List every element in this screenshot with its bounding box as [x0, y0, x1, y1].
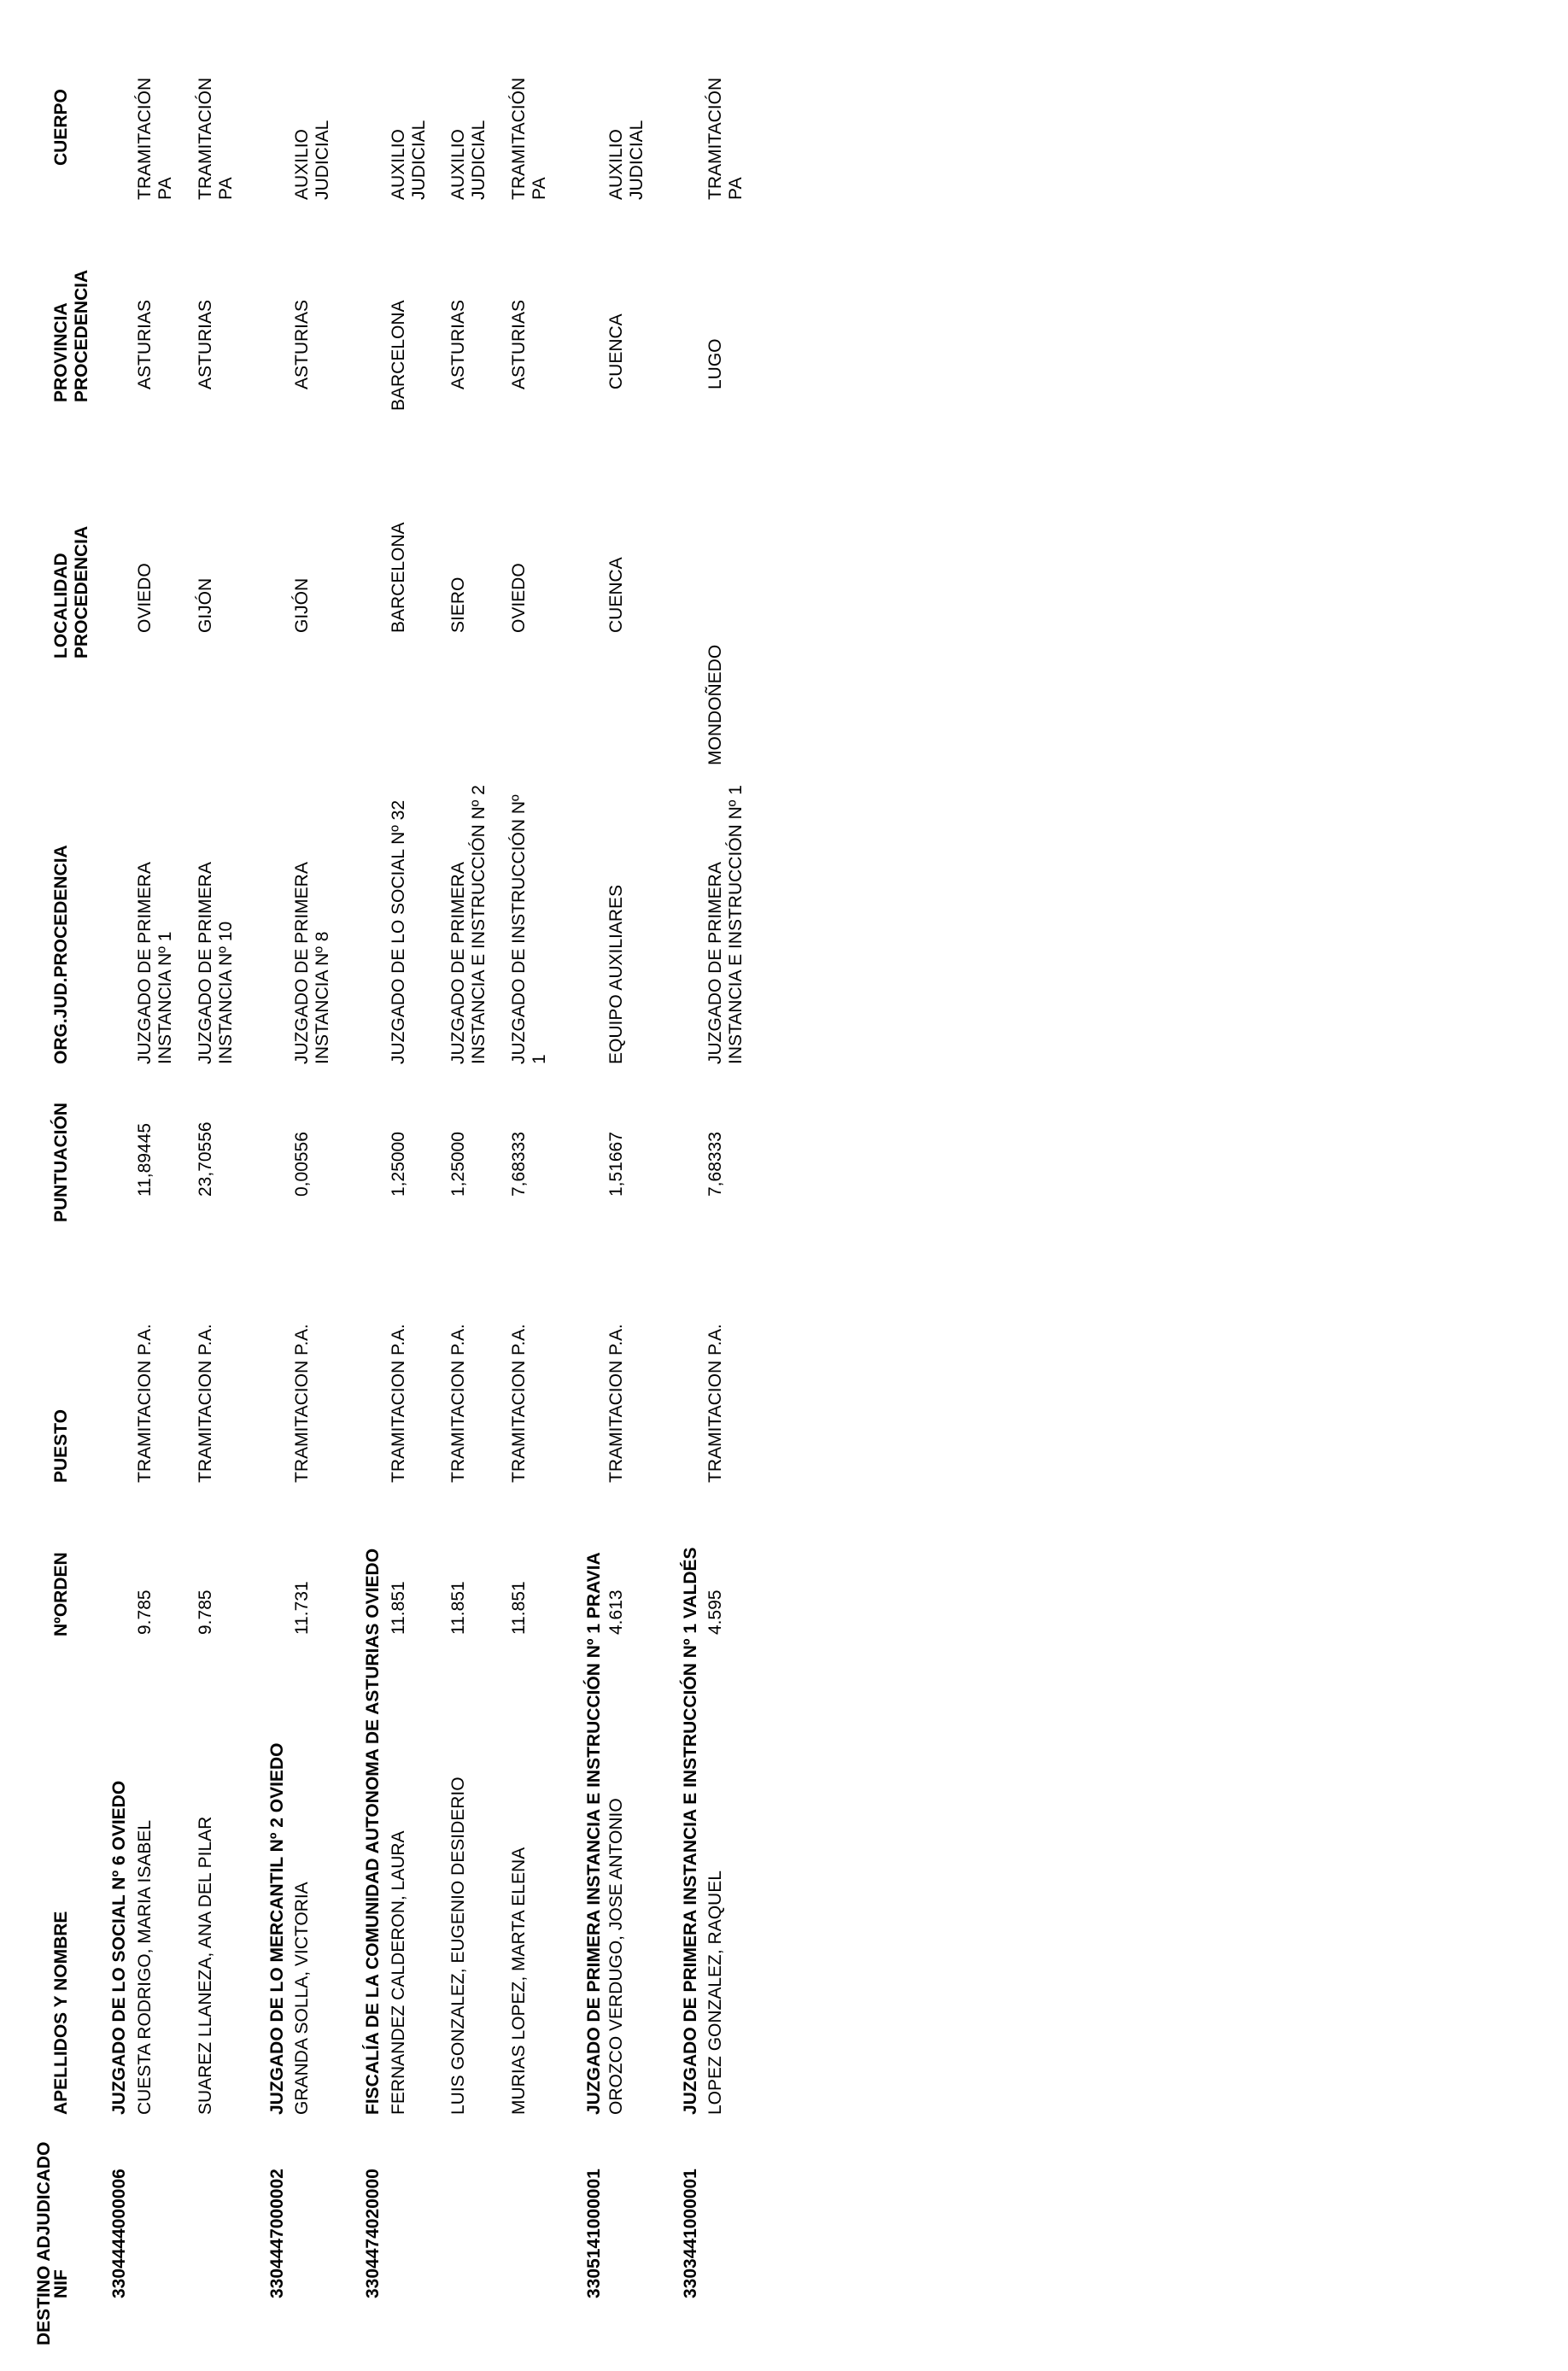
row-cuerpo: TRAMITACIÓN PA: [509, 77, 549, 200]
row-cuerpo: AUXILIO JUDICIAL: [448, 120, 489, 200]
row-cuerpo: TRAMITACIÓN PA: [196, 77, 236, 200]
row-nombre: CUESTA RODRIGO, MARIA ISABEL: [135, 1819, 155, 2115]
row-org: JUZGADO DE PRIMERA INSTANCIA E INSTRUCCIÓN Nº 1: [705, 785, 746, 1064]
row-provincia: ASTURIAS: [509, 299, 529, 389]
row-org: JUZGADO DE INSTRUCCIÓN Nº 1: [509, 794, 549, 1064]
row-org: JUZGADO DE LO SOCIAL Nº 32: [389, 799, 408, 1064]
row-nombre: GRANDA SOLLA, VICTORIA: [292, 1882, 312, 2115]
row-puntuacion: 0,00556: [292, 1132, 312, 1197]
row-orden: 4.595: [705, 1589, 725, 1635]
row-nombre: LUIS GONZALEZ, EUGENIO DESIDERIO: [448, 1777, 468, 2115]
row-nombre: FERNANDEZ CALDERON, LAURA: [389, 1830, 408, 2115]
row-puesto: TRAMITACION P.A.: [292, 1324, 312, 1483]
header-cuerpo: CUERPO: [51, 89, 71, 166]
row-localidad: SIERO: [448, 577, 468, 633]
row-puntuacion: 1,25000: [448, 1132, 468, 1197]
row-nombre: MURIAS LOPEZ, MARTA ELENA: [509, 1847, 529, 2115]
row-puesto: TRAMITACION P.A.: [389, 1324, 408, 1483]
row-orden: 11.731: [292, 1581, 312, 1635]
group-code: 3304447000002: [267, 2169, 287, 2298]
row-nombre: OROZCO VERDUGO, JOSE ANTONIO: [606, 1798, 626, 2115]
row-provincia: ASTURIAS: [292, 299, 312, 389]
row-cuerpo: AUXILIO JUDICIAL: [292, 120, 332, 200]
header-orden: NºORDEN: [51, 1552, 71, 1636]
row-orden: 11.851: [509, 1581, 529, 1635]
row-orden: 4.613: [606, 1589, 626, 1635]
row-org: JUZGADO DE PRIMERA INSTANCIA E INSTRUCCIÓN Nº 2: [448, 785, 489, 1064]
row-localidad: MONDOÑEDO: [705, 644, 725, 765]
row-puntuacion: 1,51667: [606, 1132, 626, 1197]
group-name: JUZGADO DE PRIMERA INSTANCIA E INSTRUCCIÓN Nº 1 VALDÉS: [681, 1547, 700, 2115]
row-provincia: ASTURIAS: [135, 299, 155, 389]
group-name: JUZGADO DE PRIMERA INSTANCIA E INSTRUCCIÓN Nº 1 PRAVIA: [584, 1552, 604, 2115]
row-orden: 9.785: [135, 1589, 155, 1635]
row-orden: 9.785: [196, 1589, 215, 1635]
group-name: FISCALÍA DE LA COMUNIDAD AUTONOMA DE ASTURIAS OVIEDO: [363, 1548, 383, 2115]
row-provincia: CUENCA: [606, 313, 626, 389]
header-puesto: PUESTO: [51, 1409, 71, 1483]
row-puntuacion: 1,25000: [389, 1132, 408, 1197]
group-code: 3304474020000: [363, 2169, 383, 2298]
group-code: 3305141000001: [584, 2169, 604, 2298]
row-localidad: CUENCA: [606, 557, 626, 633]
header-org: ORG.JUD.PROCEDENCIA: [51, 845, 71, 1064]
group-name: JUZGADO DE LO SOCIAL Nº 6 OVIEDO: [109, 1780, 129, 2115]
header-localidad: LOCALIDAD PROCEDENCIA: [51, 525, 91, 659]
row-provincia: LUGO: [705, 338, 725, 389]
row-cuerpo: AUXILIO JUDICIAL: [389, 120, 429, 200]
header-provincia: PROVINCIA PROCEDENCIA: [51, 269, 91, 402]
row-localidad: OVIEDO: [135, 563, 155, 633]
row-puesto: TRAMITACION P.A.: [448, 1324, 468, 1483]
row-provincia: BARCELONA: [389, 300, 408, 411]
group-code: 3303441000001: [681, 2169, 700, 2298]
row-org: JUZGADO DE PRIMERA INSTANCIA Nº 1: [135, 862, 175, 1064]
row-org: EQUIPO AUXILIARES: [606, 884, 626, 1064]
row-cuerpo: TRAMITACIÓN PA: [135, 77, 175, 200]
row-localidad: GIJÓN: [196, 577, 215, 633]
row-orden: 11.851: [448, 1581, 468, 1635]
group-name: JUZGADO DE LO MERCANTIL Nº 2 OVIEDO: [267, 1742, 287, 2115]
row-provincia: ASTURIAS: [448, 299, 468, 389]
row-puntuacion: 11,89445: [135, 1122, 155, 1197]
row-cuerpo: AUXILIO JUDICIAL: [606, 120, 647, 200]
row-puesto: TRAMITACION P.A.: [606, 1324, 626, 1483]
row-org: JUZGADO DE PRIMERA INSTANCIA Nº 10: [196, 862, 236, 1064]
row-nombre: LOPEZ GONZALEZ, RAQUEL: [705, 1870, 725, 2115]
row-orden: 11.851: [389, 1581, 408, 1635]
row-cuerpo: TRAMITACIÓN PA: [705, 77, 746, 200]
row-puesto: TRAMITACION P.A.: [196, 1324, 215, 1483]
row-localidad: GIJÓN: [292, 577, 312, 633]
header-nombre: APELLIDOS Y NOMBRE: [51, 1911, 71, 2115]
row-localidad: OVIEDO: [509, 563, 529, 633]
row-provincia: ASTURIAS: [196, 299, 215, 389]
row-puesto: TRAMITACION P.A.: [135, 1324, 155, 1483]
row-puesto: TRAMITACION P.A.: [509, 1324, 529, 1483]
row-puntuacion: 7,68333: [509, 1132, 529, 1197]
row-puntuacion: 23,70556: [196, 1121, 215, 1197]
document-title: DESTINO ADJUDICADO: [34, 2141, 54, 2345]
group-code: 3304444000006: [109, 2169, 129, 2298]
row-localidad: BARCELONA: [389, 522, 408, 633]
row-puntuacion: 7,68333: [705, 1132, 725, 1197]
header-nif: NIF: [51, 2269, 71, 2298]
row-puesto: TRAMITACION P.A.: [705, 1324, 725, 1483]
header-puntuacion: PUNTUACIÓN: [51, 1103, 71, 1222]
row-nombre: SUAREZ LLANEZA, ANA DEL PILAR: [196, 1816, 215, 2115]
row-org: JUZGADO DE PRIMERA INSTANCIA Nº 8: [292, 862, 332, 1064]
